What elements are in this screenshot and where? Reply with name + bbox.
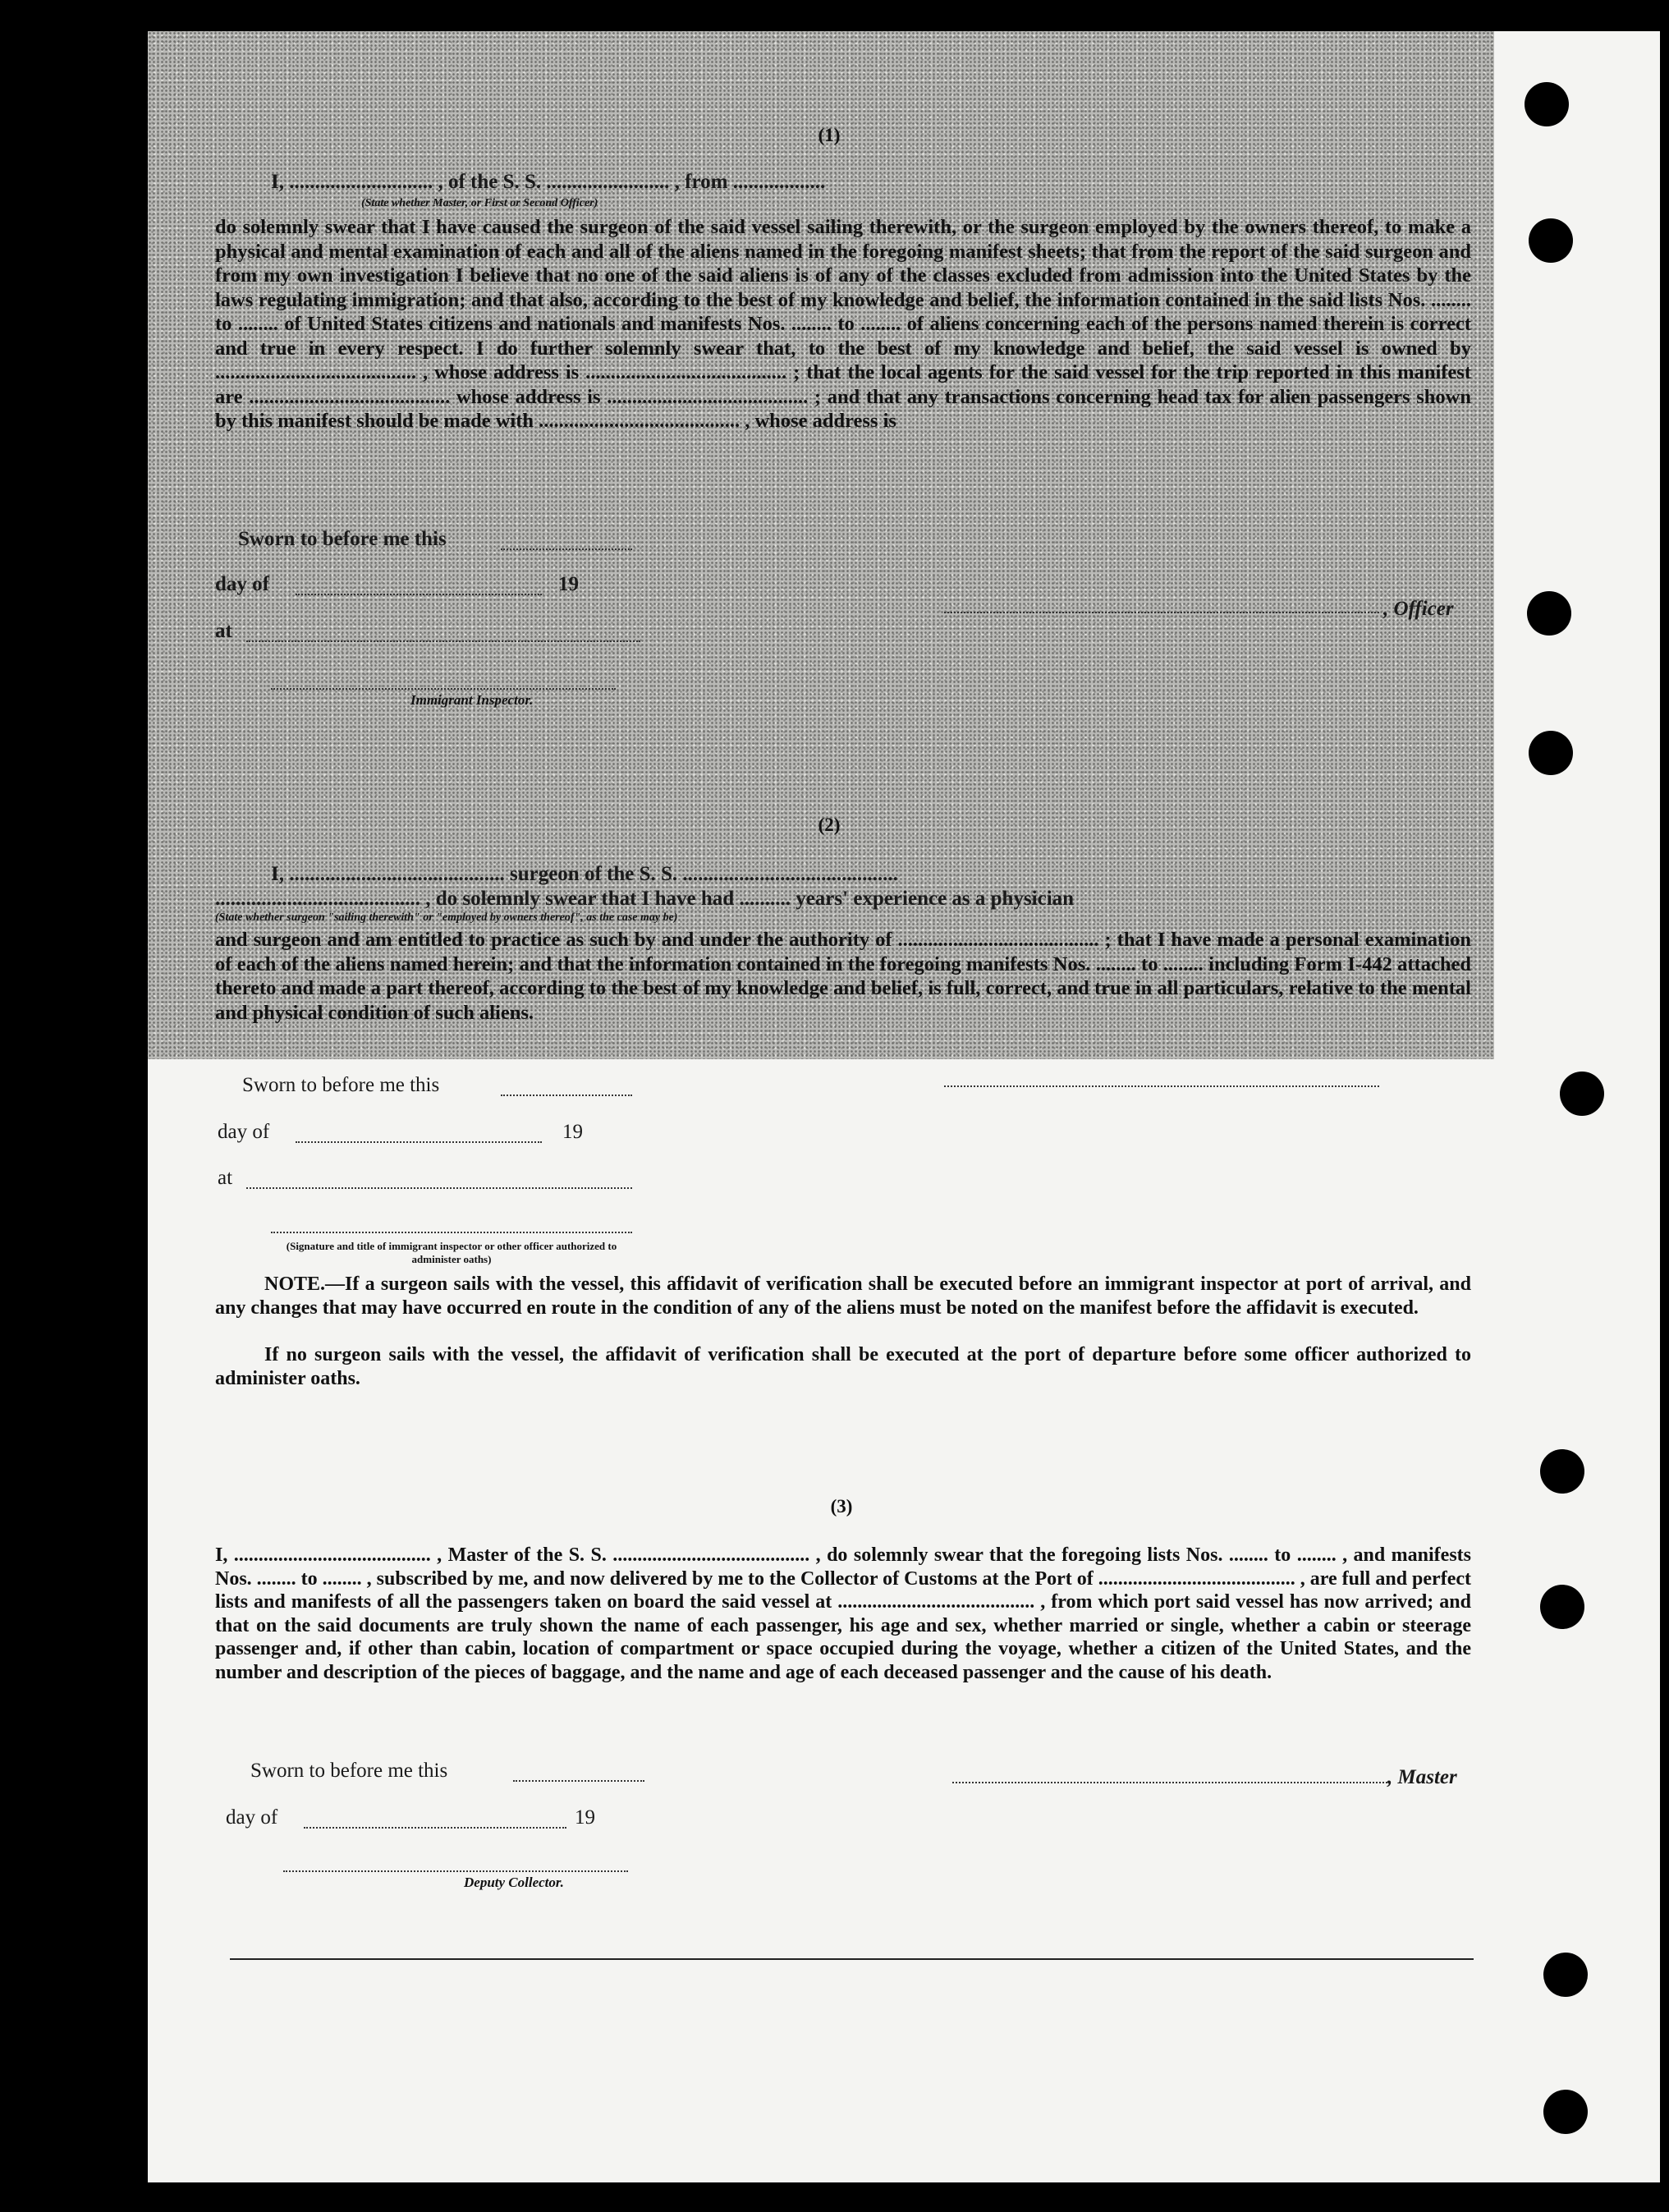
surgeon-note-2: If no surgeon sails with the vessel, the affidavit of verification shall be executed at the port of departure before some officer authorized to administer oaths. — [215, 1344, 1471, 1389]
section-1-day-label: day of — [215, 573, 269, 595]
master-signature-line — [952, 1782, 1387, 1783]
section-1-year: 19 — [558, 573, 579, 595]
sworn-date-line — [501, 1095, 632, 1096]
bottom-rule — [230, 1958, 1474, 1960]
at-line — [246, 640, 640, 642]
day-line — [296, 1141, 542, 1143]
punch-hole — [1529, 731, 1573, 775]
section-2-sworn-label: Sworn to before me this — [242, 1074, 440, 1096]
section-1-at-label: at — [215, 620, 232, 642]
officer-signature-line — [271, 1232, 632, 1233]
sworn-date-line — [513, 1780, 644, 1782]
day-line — [304, 1827, 566, 1829]
sworn-date-line — [501, 548, 632, 550]
section-2-line-b: ........................................ , do solemnly swear that I have had .......... years' experience as a physician — [215, 888, 1075, 910]
section-3-day-label: day of — [226, 1806, 278, 1829]
section-3-oath-text: I, ........................................ , Master of the S. S. ........................................ , do solemnly swear that the foregoing lists Nos. ........ to ........ , and manifests Nos. ........ to ........ , subscribed by me, and now delivered by me to the Collector of Customs at the Port of ........................................ , are full and perfect lists and manifests of all the passengers taken on board the said vessel at ........................................ , from which port said vessel has now arrived; and that on the said documents are truly shown the name of each passenger, his age and sex, whether married or single, whether a cabin or steerage passenger and, if other than cabin, location of compartment or space occupied during the voyage, whether a citizen of the United States, and the number and description of the pieces of baggage, and the name and age of each deceased passenger and the cause of his death. — [215, 1544, 1471, 1683]
surgeon-note: NOTE.—If a surgeon sails with the vessel, this affidavit of verification shall be executed before an immigrant inspector at port of arrival, and any changes that may have occurred en route in the condition of any of the aliens must be noted on the manifest before the affidavit is executed. — [215, 1274, 1471, 1319]
section-1-oath-text: do solemnly swear that I have caused the surgeon of the said vessel sailing therewith, or the surgeon employed by the owners thereof, to make a physical and mental examination of each and all of the aliens named in the foregoing manifest sheets; that from the report of the said surgeon and from my own investigation I believe that no one of the said aliens is of any of the classes excluded from admission into the United States by the laws regulating immigration; and that also, according to the best of my knowledge and belief, the information contained in the said lists Nos. ........ to ........ of United States citizens and nationals and manifests Nos. ........ to ........ of aliens concerning each of the persons named therein is correct and true in every respect. I do further solemnly swear that, to the best of my knowledge and belief, the said vessel is owned by ........................................ , whose address is ........................................ ; that the local agents for the said vessel for the trip reported in this manifest are ........................................ whose address is ........................................ ; and that any transactions concerning head tax for alien passengers shown by this manifest should be made with ........................................ , whose address is — [215, 216, 1471, 432]
punch-hole — [1529, 218, 1573, 263]
section-3-number: (3) — [830, 1496, 853, 1517]
officer-label: , Officer — [1383, 598, 1454, 620]
inspector-signature-line — [271, 688, 616, 690]
punch-hole — [1540, 1449, 1584, 1494]
punch-hole — [1543, 1953, 1588, 1997]
section-1-opening-note: (State whether Master, or First or Second Officer) — [361, 197, 598, 209]
punch-hole — [1527, 591, 1571, 636]
deputy-collector-label: Deputy Collector. — [464, 1875, 564, 1890]
section-2-at-label: at — [218, 1167, 233, 1189]
master-label: , Master — [1387, 1766, 1457, 1788]
immigrant-inspector-label: Immigrant Inspector. — [410, 692, 534, 708]
section-1-opening-line: I, ............................ , of the S. S. ........................ , from .................. — [271, 171, 826, 193]
section-3-year: 19 — [575, 1806, 595, 1829]
section-1-sworn-label: Sworn to before me this — [238, 528, 447, 550]
bleed-through-text — [698, 509, 1437, 854]
punch-hole — [1560, 1072, 1604, 1116]
signature-title-note: (Signature and title of immigrant inspector or other officer authorized to administer oaths) — [286, 1240, 617, 1265]
punch-hole — [1525, 82, 1569, 126]
section-2-line-note: (State whether surgeon "sailing therewith" or "employed by owners thereof", as the case may be) — [215, 911, 678, 924]
section-2-oath-text: and surgeon and am entitled to practice as such by and under the authority of ........................................ ; that I have made a personal examination of each of the aliens named herein; and that the information contained in the foregoing manifests Nos. ........ to ........ including Form I-442 attached thereto and made a part thereof, according to the best of my knowledge and belief, is full, correct, and true in all particulars, relative to the mental and physical condition of such aliens. — [215, 929, 1471, 1024]
punch-hole — [1543, 2090, 1588, 2134]
section-2-day-label: day of — [218, 1121, 270, 1143]
deputy-signature-line — [283, 1870, 628, 1872]
section-3-sworn-label: Sworn to before me this — [250, 1760, 448, 1782]
day-line — [296, 594, 542, 595]
section-2-number: (2) — [818, 815, 841, 835]
at-line — [246, 1187, 632, 1189]
punch-hole — [1540, 1585, 1584, 1629]
section-2-year: 19 — [562, 1121, 583, 1143]
section-1-number: (1) — [818, 125, 841, 145]
section-2-line-a: I, .......................................... surgeon of the S. S. .......................................... — [271, 863, 898, 885]
surgeon-signature-line — [944, 1085, 1379, 1087]
